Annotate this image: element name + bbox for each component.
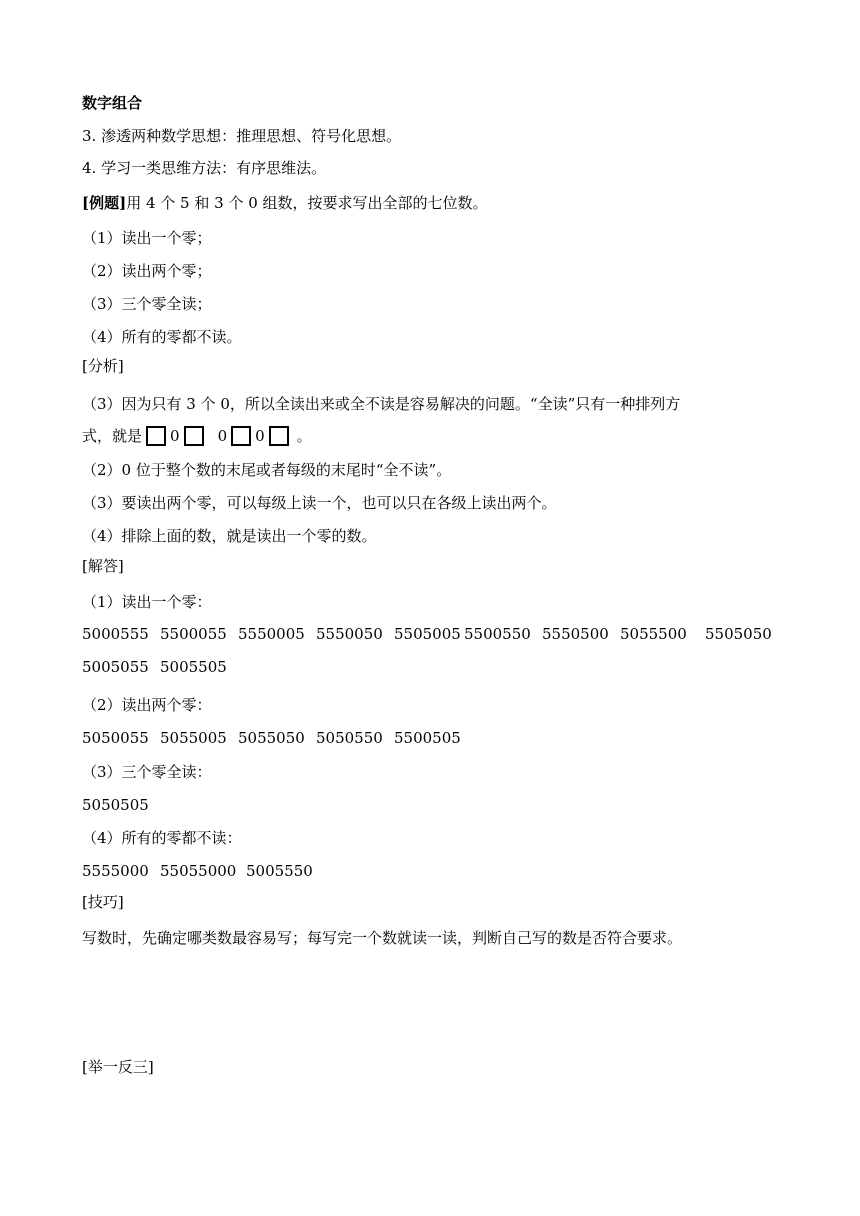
answer-heading: [解答]	[82, 557, 124, 575]
goal-3: 3. 渗透两种数学思想：推理思想、符号化思想。	[82, 127, 402, 145]
number-item: 5050550	[316, 729, 383, 747]
analysis-p2: （2）0 位于整个数的末尾或者每级的末尾时“全不读”。	[82, 461, 452, 479]
number-item: 5550500	[542, 625, 609, 643]
period: 。	[296, 427, 312, 445]
answer-4-label: （4）所有的零都不读：	[82, 829, 242, 847]
example-problem	[82, 193, 488, 213]
analysis-p1-line2	[82, 426, 312, 446]
number-item: 5005550	[246, 862, 313, 880]
answer-3-label: （3）三个零全读：	[82, 763, 212, 781]
answer-1-label: （1）读出一个零：	[82, 593, 212, 611]
goal-4: 4. 学习一类思维方法：有序思维法。	[82, 159, 327, 177]
blank-box	[231, 426, 251, 446]
analysis-p3: （3）要读出两个零，可以每级上读一个，也可以只在各级上读出两个。	[82, 494, 557, 512]
blank-box	[146, 426, 166, 446]
example-q1: （1）读出一个零；	[82, 229, 212, 247]
number-item: 5050055	[82, 729, 149, 747]
tips-text: 写数时，先确定哪类数最容易写；每写完一个数就读一读，判断自己写的数是否符合要求。	[82, 929, 683, 947]
example-q2: （2）读出两个零；	[82, 262, 212, 280]
analysis-p1-prefix: 式，就是	[82, 427, 143, 445]
number-item: 5550050	[316, 625, 383, 643]
zero-digit: 0	[217, 427, 228, 445]
number-item: 5500055	[160, 625, 227, 643]
number-item: 5550005	[238, 625, 305, 643]
analysis-heading: [分析]	[82, 357, 124, 375]
answer-4-row	[82, 861, 313, 881]
analysis-p1-line1: （3）因为只有 3 个 0，所以全读出来或全不读是容易解决的问题。“全读”只有一种排列方	[82, 395, 681, 413]
section-title: 数字组合	[82, 94, 143, 112]
answer-2-row	[82, 728, 461, 748]
answer-3-row	[82, 795, 149, 815]
example-q3: （3）三个零全读；	[82, 295, 212, 313]
number-item: 5555000	[82, 862, 149, 880]
answer-2-label: （2）读出两个零：	[82, 696, 212, 714]
number-item: 5055500	[620, 625, 687, 643]
number-item: 5505005	[394, 625, 461, 643]
number-item: 5055050	[238, 729, 305, 747]
number-item: 5500505	[394, 729, 461, 747]
number-item: 5005505	[160, 658, 227, 676]
zero-digit: 0	[255, 427, 265, 445]
example-q4: （4）所有的零都不读。	[82, 328, 242, 346]
analysis-p4: （4）排除上面的数，就是读出一个零的数。	[82, 527, 377, 545]
practice-heading: [举一反三]	[82, 1058, 154, 1076]
number-item: 5000555	[82, 625, 149, 643]
answer-1-row-1	[82, 624, 772, 644]
example-text: 用 4 个 5 和 3 个 0 组数，按要求写出全部的七位数。	[126, 194, 488, 212]
number-item: 5500550	[464, 625, 531, 643]
example-tag: [例题]	[82, 194, 127, 212]
number-item: 5005055	[82, 658, 149, 676]
zero-digit: 0	[170, 427, 180, 445]
number-item: 5505050	[705, 625, 772, 643]
answer-1-row-2	[82, 657, 227, 677]
blank-box	[269, 426, 289, 446]
number-item: 5050505	[82, 796, 149, 814]
number-item: 55055000	[160, 862, 237, 880]
number-item: 5055005	[160, 729, 227, 747]
blank-box	[184, 426, 204, 446]
tips-heading: [技巧]	[82, 893, 124, 911]
